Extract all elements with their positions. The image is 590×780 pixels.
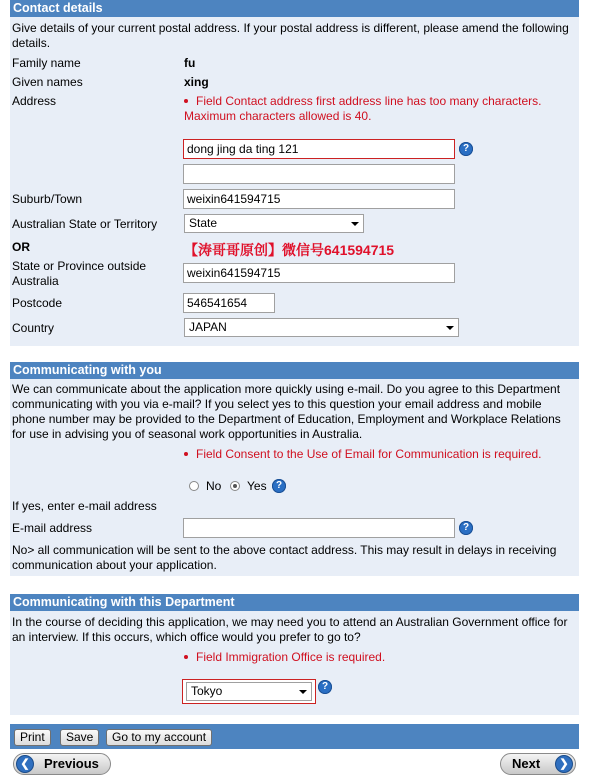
communicating-header: Communicating with you [10, 362, 579, 379]
error-bullet [184, 99, 188, 103]
office-error [184, 650, 385, 665]
office-select[interactable] [186, 682, 312, 701]
help-icon[interactable]: ? [459, 521, 473, 535]
office-select-value: Tokyo [191, 684, 223, 698]
contact-intro: Give details of your current postal address. If your postal address is different, please amend the following details. [12, 21, 569, 50]
contact-details-header: Contact details [10, 0, 579, 17]
consent-error-text: Field Consent to the Use of Email for Communication is required. [196, 447, 542, 461]
arrow-right-icon: ❯ [555, 755, 573, 773]
next-button[interactable] [500, 753, 576, 775]
country-select[interactable] [184, 318, 459, 337]
country-label: Country [12, 321, 55, 335]
no-label: No [206, 479, 222, 493]
given-names-value: xing [184, 75, 209, 89]
country-select-value: JAPAN [189, 320, 227, 334]
address-error [184, 94, 564, 124]
error-bullet [184, 655, 188, 659]
postcode-input[interactable]: 546541654 [183, 293, 275, 313]
help-icon[interactable]: ? [459, 142, 473, 156]
family-name-value: fu [184, 56, 196, 70]
state-label: Australian State or Territory [12, 217, 158, 231]
family-name-label: Family name [12, 56, 81, 70]
print-button[interactable]: Print [14, 729, 51, 746]
help-icon[interactable]: ? [318, 680, 332, 694]
save-button[interactable]: Save [60, 729, 99, 746]
watermark-text: 【涛哥哥原创】微信号641594715 [184, 242, 395, 258]
state-select[interactable] [184, 214, 364, 233]
or-label: OR [12, 240, 30, 254]
address-line2-input[interactable] [183, 164, 455, 184]
chevron-down-icon [299, 690, 307, 694]
no-email-note: No> all communication will be sent to the above contact address. This may result in delays in receiving communication about your application. [12, 543, 557, 572]
province-label: State or Province outside Australia [12, 259, 147, 288]
department-header: Communicating with this Department [10, 594, 579, 611]
address-line1-input[interactable]: dong jing da ting 121 [183, 139, 455, 159]
address-label: Address [12, 94, 57, 108]
suburb-input[interactable]: weixin641594715 [183, 189, 455, 209]
yes-radio[interactable] [230, 481, 240, 491]
province-input[interactable]: weixin641594715 [183, 263, 455, 283]
error-bullet [184, 452, 188, 456]
postcode-label: Postcode [12, 296, 63, 310]
state-select-value: State [189, 216, 218, 230]
suburb-label: Suburb/Town [12, 192, 83, 206]
address-error-text: Field Contact address first address line has too many characters. Maximum characters allowed is 40. [184, 94, 542, 123]
previous-button[interactable] [13, 753, 111, 775]
office-error-text: Field Immigration Office is required. [196, 650, 386, 664]
consent-error [184, 447, 542, 462]
help-icon[interactable]: ? [272, 479, 286, 493]
communicating-intro: We can communicate about the application more quickly using e-mail. Do you agree to this Department communicating with you via e-mail? If you select yes to this question your email address and mobile phone number may be provided to the Department of Education, Employment and Workplace Relations for use in advising you of seasonal work opportunities in Australia. [12, 382, 561, 441]
arrow-left-icon: ❮ [16, 755, 34, 773]
department-intro: In the course of deciding this application, we may need you to attend an Australian Government office for an interview. If this occurs, which office would you prefer to go to? [12, 615, 568, 644]
yes-label: Yes [247, 479, 267, 493]
chevron-down-icon [446, 326, 454, 330]
if-yes-label: If yes, enter e-mail address [12, 499, 157, 513]
given-names-label: Given names [12, 75, 83, 89]
chevron-down-icon [351, 222, 359, 226]
email-input[interactable] [183, 518, 455, 538]
no-radio[interactable] [189, 481, 199, 491]
go-to-account-button[interactable]: Go to my account [106, 729, 212, 746]
email-label: E-mail address [12, 521, 93, 535]
previous-label: Previous [44, 756, 99, 771]
next-label: Next [512, 756, 541, 771]
